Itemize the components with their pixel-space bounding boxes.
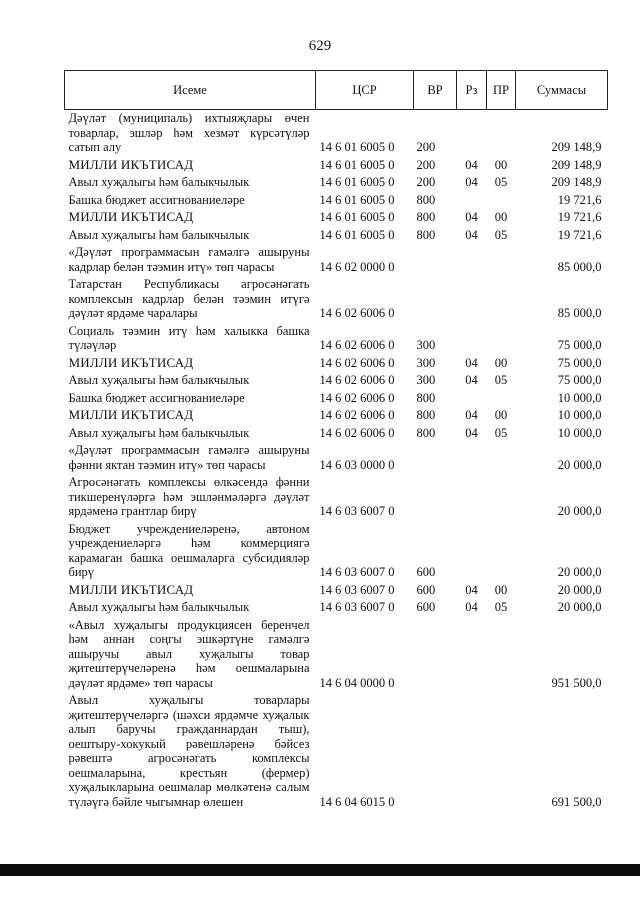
row-name-cell: Авыл хуҗалыгы һәм балыкчылык [68, 425, 250, 440]
table-row [65, 174, 608, 192]
row-name-cell: МИЛЛИ ИКЪТИСАД [68, 156, 194, 172]
row-csr-cell: 14 6 03 6007 0 [319, 504, 395, 518]
row-sum-cell: 75 000,0 [557, 355, 602, 370]
row-sum-cell: 20 000,0 [557, 600, 602, 614]
row-vr-cell: 600 [416, 582, 436, 597]
row-csr-cell: 14 6 04 0000 0 [319, 675, 395, 690]
row-name-cell: «Дәүләт программасын гамәлгә ашыруны кадрлар белән тәэмин итү» төп чарасы [68, 245, 310, 274]
row-rz-cell [457, 442, 487, 474]
row-sum-cell: 19 721,6 [557, 227, 602, 242]
row-sum-cell: 75 000,0 [557, 338, 602, 352]
row-pr-cell: 05 [494, 227, 508, 242]
row-pr-cell: 05 [494, 425, 508, 440]
row-csr-cell: 14 6 02 6006 0 [319, 355, 395, 370]
row-sum-cell: 10 000,0 [557, 408, 602, 422]
budget-table-wrapper [64, 70, 607, 811]
row-csr-cell: 14 6 03 6007 0 [319, 600, 395, 614]
row-vr-cell: 800 [416, 227, 436, 242]
table-row [65, 192, 608, 210]
row-rz-cell [457, 192, 487, 210]
row-vr-cell: 600 [416, 565, 436, 579]
row-sum-cell: 20 000,0 [557, 504, 602, 518]
row-pr-cell: 05 [494, 175, 508, 189]
row-sum-cell: 951 500,0 [551, 675, 602, 690]
table-row [65, 227, 608, 245]
scan-bottom-bar [0, 864, 640, 876]
header-rz: Рз [457, 71, 487, 110]
row-pr-cell [487, 276, 516, 323]
row-rz-cell [457, 692, 487, 811]
row-vr-cell: 600 [416, 600, 436, 614]
row-vr-cell: 300 [416, 373, 436, 387]
row-sum-cell: 85 000,0 [557, 306, 602, 320]
page-number: 629 [308, 38, 332, 54]
row-sum-cell: 209 148,9 [551, 157, 602, 172]
row-sum-cell: 19 721,6 [557, 210, 602, 224]
row-csr-cell: 14 6 02 6006 0 [319, 373, 395, 387]
row-pr-cell [487, 390, 516, 408]
row-pr-cell: 00 [494, 408, 508, 422]
row-rz-cell [457, 276, 487, 323]
table-row [65, 276, 608, 323]
row-csr-cell: 14 6 01 6005 0 [319, 140, 395, 154]
row-sum-cell: 209 148,9 [551, 140, 602, 154]
row-pr-cell [487, 442, 516, 474]
table-row [65, 599, 608, 617]
row-name-cell: МИЛЛИ ИКЪТИСАД [68, 407, 194, 422]
row-csr-cell: 14 6 04 6015 0 [319, 794, 395, 809]
table-row [65, 157, 608, 175]
row-sum-cell: 10 000,0 [557, 425, 602, 440]
row-vr-cell: 800 [416, 390, 436, 405]
row-csr-cell: 14 6 02 0000 0 [319, 259, 395, 274]
row-vr-cell [414, 617, 457, 693]
row-rz-cell: 04 [465, 227, 478, 242]
table-row [65, 617, 608, 693]
row-csr-cell: 14 6 01 6005 0 [319, 175, 395, 189]
row-vr-cell: 200 [416, 175, 436, 189]
row-pr-cell [487, 521, 516, 582]
row-csr-cell: 14 6 02 6006 0 [319, 408, 395, 422]
table-row [65, 521, 608, 582]
row-pr-cell [487, 244, 516, 276]
row-rz-cell: 04 [465, 175, 478, 189]
table-row [65, 425, 608, 443]
row-vr-cell: 800 [416, 408, 436, 422]
table-row [65, 442, 608, 474]
header-row [65, 71, 608, 110]
row-rz-cell: 04 [465, 425, 478, 440]
row-rz-cell: 04 [465, 355, 478, 370]
row-name-cell: Башка бюджет ассигнованиеләре [68, 390, 245, 405]
row-csr-cell: 14 6 01 6005 0 [319, 192, 395, 207]
row-csr-cell: 14 6 01 6005 0 [319, 227, 395, 242]
row-rz-cell: 04 [465, 582, 478, 597]
row-name-cell: Бюджет учреждениеләренә, автоном учреждениеләргә һәм коммерциягә карамаган башка оешмаларга субсидияләр бирү [68, 521, 310, 579]
row-name-cell: Авыл хуҗалыгы товарлары җитештерүчеләргә (шәхси ярдәмче хуҗалык алып баручы гражданнардан тыш), оештыру-хокукый рәвешләренә бәйсез рәвештә агросәнәгать комплексы оешмаларына, крестьян (фермер) хуҗалыкларына оешмалар мөлкәтенә салым түләүгә бәйле чыгымнар өлешен [68, 693, 310, 809]
row-rz-cell: 04 [465, 408, 478, 422]
row-pr-cell: 05 [494, 600, 508, 614]
header-vr: ВР [414, 71, 457, 110]
row-rz-cell [457, 110, 487, 157]
row-pr-cell [487, 110, 516, 157]
row-rz-cell [457, 390, 487, 408]
row-sum-cell: 85 000,0 [557, 259, 602, 274]
row-sum-cell: 20 000,0 [557, 565, 602, 579]
table-body [65, 110, 608, 812]
row-vr-cell: 800 [416, 210, 436, 224]
row-vr-cell [414, 276, 457, 323]
row-pr-cell [487, 192, 516, 210]
row-name-cell: Авыл хуҗалыгы һәм балыкчылык [68, 175, 250, 189]
row-vr-cell: 300 [416, 338, 436, 352]
row-sum-cell: 20 000,0 [557, 582, 602, 597]
row-pr-cell: 00 [494, 157, 508, 172]
row-rz-cell: 04 [465, 373, 478, 387]
table-row [65, 407, 608, 425]
row-sum-cell: 75 000,0 [557, 373, 602, 387]
row-name-cell: Башка бюджет ассигнованиеләре [68, 192, 245, 207]
row-csr-cell: 14 6 03 0000 0 [319, 457, 395, 472]
row-vr-cell [414, 442, 457, 474]
row-pr-cell [487, 692, 516, 811]
row-rz-cell [457, 474, 487, 521]
table-row [65, 474, 608, 521]
row-rz-cell [457, 521, 487, 582]
row-pr-cell [487, 617, 516, 693]
row-sum-cell: 691 500,0 [551, 794, 602, 809]
row-csr-cell: 14 6 03 6007 0 [319, 565, 395, 579]
row-rz-cell: 04 [465, 157, 478, 172]
header-sum: Суммасы [516, 71, 608, 110]
row-name-cell: Агросәнәгать комплексы өлкәсендә фәнни тикшеренүләргә һәм эшләнмәләргә дәүләт ярдәменә грантлар бирү [68, 475, 310, 518]
row-pr-cell [487, 323, 516, 355]
row-name-cell: МИЛЛИ ИКЪТИСАД [68, 581, 194, 597]
row-name-cell: Авыл хуҗалыгы һәм балыкчылык [68, 600, 250, 614]
row-sum-cell: 209 148,9 [551, 175, 602, 189]
row-name-cell: МИЛЛИ ИКЪТИСАД [68, 209, 194, 224]
row-name-cell: Татарстан Республикасы агросәнәгать комплексын кадрлар белән тәэмин итүгә дәүләт ярдәме чаралары [68, 277, 310, 320]
table-row [65, 244, 608, 276]
table-row [65, 390, 608, 408]
row-rz-cell: 04 [465, 210, 478, 224]
row-pr-cell: 05 [494, 373, 508, 387]
row-vr-cell [414, 244, 457, 276]
row-vr-cell [414, 692, 457, 811]
table-row [65, 355, 608, 373]
table-row [65, 692, 608, 811]
table-row [65, 582, 608, 600]
row-pr-cell: 00 [494, 355, 508, 370]
row-vr-cell: 300 [416, 355, 436, 370]
row-csr-cell: 14 6 03 6007 0 [319, 582, 395, 597]
row-name-cell: Дәүләт (муниципаль) ихтыяҗлары өчен товарлар, эшләр һәм хезмәт күрсәтүләр сатып алу [68, 111, 310, 154]
row-sum-cell: 20 000,0 [557, 457, 602, 472]
row-rz-cell [457, 244, 487, 276]
header-name: Исеме [65, 71, 316, 110]
table-row [65, 110, 608, 157]
row-sum-cell: 19 721,6 [557, 192, 602, 207]
row-pr-cell: 00 [494, 582, 508, 597]
header-pr: ПР [487, 71, 516, 110]
row-vr-cell: 200 [416, 157, 436, 172]
row-pr-cell: 00 [494, 210, 508, 224]
table-header [65, 71, 608, 110]
row-rz-cell [457, 617, 487, 693]
row-name-cell: Социаль тәэмин итү һәм халыкка башка түләүләр [68, 323, 310, 352]
table-row [65, 209, 608, 227]
budget-table [64, 70, 608, 811]
row-rz-cell: 04 [465, 600, 478, 614]
row-vr-cell: 800 [416, 425, 436, 440]
row-name-cell: Авыл хуҗалыгы һәм балыкчылык [68, 227, 250, 242]
row-sum-cell: 10 000,0 [557, 390, 602, 405]
row-vr-cell: 200 [416, 140, 436, 154]
row-rz-cell [457, 323, 487, 355]
row-name-cell: Авыл хуҗалыгы һәм балыкчылык [68, 373, 250, 387]
row-pr-cell [487, 474, 516, 521]
row-name-cell: «Дәүләт программасын гамәлгә ашыруны фәнни яктан тәэмин итү» төп чарасы [68, 443, 310, 472]
row-vr-cell: 800 [416, 192, 436, 207]
row-vr-cell [414, 474, 457, 521]
row-csr-cell: 14 6 02 6006 0 [319, 306, 395, 320]
row-csr-cell: 14 6 02 6006 0 [319, 425, 395, 440]
row-name-cell: «Авыл хуҗалыгы продукциясен беренчел һәм аннан соңгы эшкәртүне гамәлгә ашыручы авыл хуҗалыгы товар җитештерүчеләренә һәм оешмаларына дәүләт ярдәме» төп чарасы [68, 617, 310, 690]
table-row [65, 323, 608, 355]
row-csr-cell: 14 6 01 6005 0 [319, 157, 395, 172]
row-name-cell: МИЛЛИ ИКЪТИСАД [68, 354, 194, 370]
row-csr-cell: 14 6 02 6006 0 [319, 338, 395, 352]
row-csr-cell: 14 6 02 6006 0 [319, 390, 395, 405]
header-csr: ЦСР [316, 71, 414, 110]
row-csr-cell: 14 6 01 6005 0 [319, 210, 395, 224]
table-row [65, 372, 608, 390]
